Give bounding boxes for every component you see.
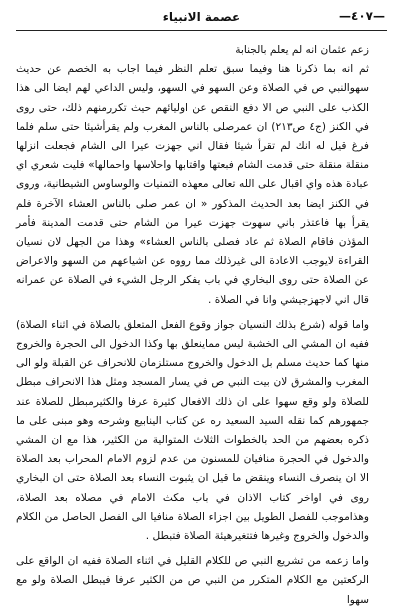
paragraph: زعم عثمان انه لم يعلم بالجنابة <box>235 44 369 56</box>
page-body <box>16 41 387 610</box>
running-title: عصمة الانبياء <box>162 10 241 24</box>
page-number: —٤٠٧— <box>339 9 385 23</box>
header-divider <box>16 30 387 31</box>
paragraph: واما قوله (شرع بذلك النسيان جواز وقوع الفعل المتعلق بالصلاة في اثناء الصلاة) ففيه ان المشي الى الخشبة ليس مماينعلق بها وكذا الدخول الى الحجرة والخروج منها كما حديث مسلم بل الدخول والخروج مستلزمان للانحراف عن القبلة ولو الى المغرب والمشرق لان بيت النبي ص في يسار المسجد ومثل هذا الانحراف مبطل للصلاة ولو وقع سهوا على ان ذلك الافعال كثيرة عرفا والكثيرمبطل للصلاة عند جمهورهم كما نقله السيد السعيد ره عن كتاب الينابيع وشرحه وهو مبنى على ما ذكره بعضهم من الحد بالخطوات الثلاث المتوالية من الكثير، هذا مع ان المشي والدخول في الحجرة منافيان للمسنون من عدم لزوم الامام المحراب بعد الصلاة الا ان ينصرف النساء وينقض ما قيل ان يثبوت النساء بعد الصلاة حتى ان البخاري روى في اواخر كتاب الاذان في باب مكث الامام في مصلاه بعد الصلاة، وهذاموجب للفصل الطويل بين اجزاء الصلاة منافيا الى الفصل الحاصل من الكلام والدخول والخروج وغيرها فتتغيرهيئة الصلاة فتبطل . <box>16 318 369 543</box>
paragraph: ثم انه بما ذكرنا هنا وفيما سبق تعلم النظر فيما اجاب به الخصم عن حديث سهوالنبي ص في الصلاة وعن السهو في السهو، وليس الداعي لهم ايضا الى هذا الكذب على النبي ص الا دفع النقص عن اوليائهم حيث تكررمنهم ذلك، حتى روى في الكنز (ج٤ ص٢١٣) ان عمرصلى بالناس المغرب ولم يقرأشيئا حتى سلم فلما فرغ قيل له انك لم تقرأ شيئا فقال اني جهزت عيرا الى الشام فجعلت انزلها منقلة منقلة حتى قدمت الشام فبعتها واقتابها واحلاسها واحمالها» فليت شعري اي عبادة هذه واي اقبال على الله تعالى معهذه التمنيات والوساوس الشيطانية، وروى في الكنز ايضا بعد الحديث المذكور « ان عمر صلى بالناس العشاء الآخرة فلم يقرأ بها فاعتذر باني سهوت جهزت عيرا من الشام حتى قدمت المدينة فأمر المؤذن فاقام الصلاة ثم عاد فصلى بالناس العشاء» وهذا من الجهل لان نسيان القراءة لايوجب الاعادة الى غيرذلك مما رووه عن اشياعهم من السهو والاعراض عن الصلاة حتى روى البخاري في باب يفكر الرجل الشيء في الصلاة عن عمرانه قال اني لاجهزجيشي وانا في الصلاة . <box>16 63 369 306</box>
paragraph: واما زعمه من تشريع النبي ص للكلام القليل في اثناء الصلاة ففيه ان الواقع على الركعتين مع الكلام المتكرر من النبي ص من الكثير عرفا فيبطل الصلاة ولو مع سهوا <box>16 555 369 606</box>
page-header <box>16 8 387 30</box>
